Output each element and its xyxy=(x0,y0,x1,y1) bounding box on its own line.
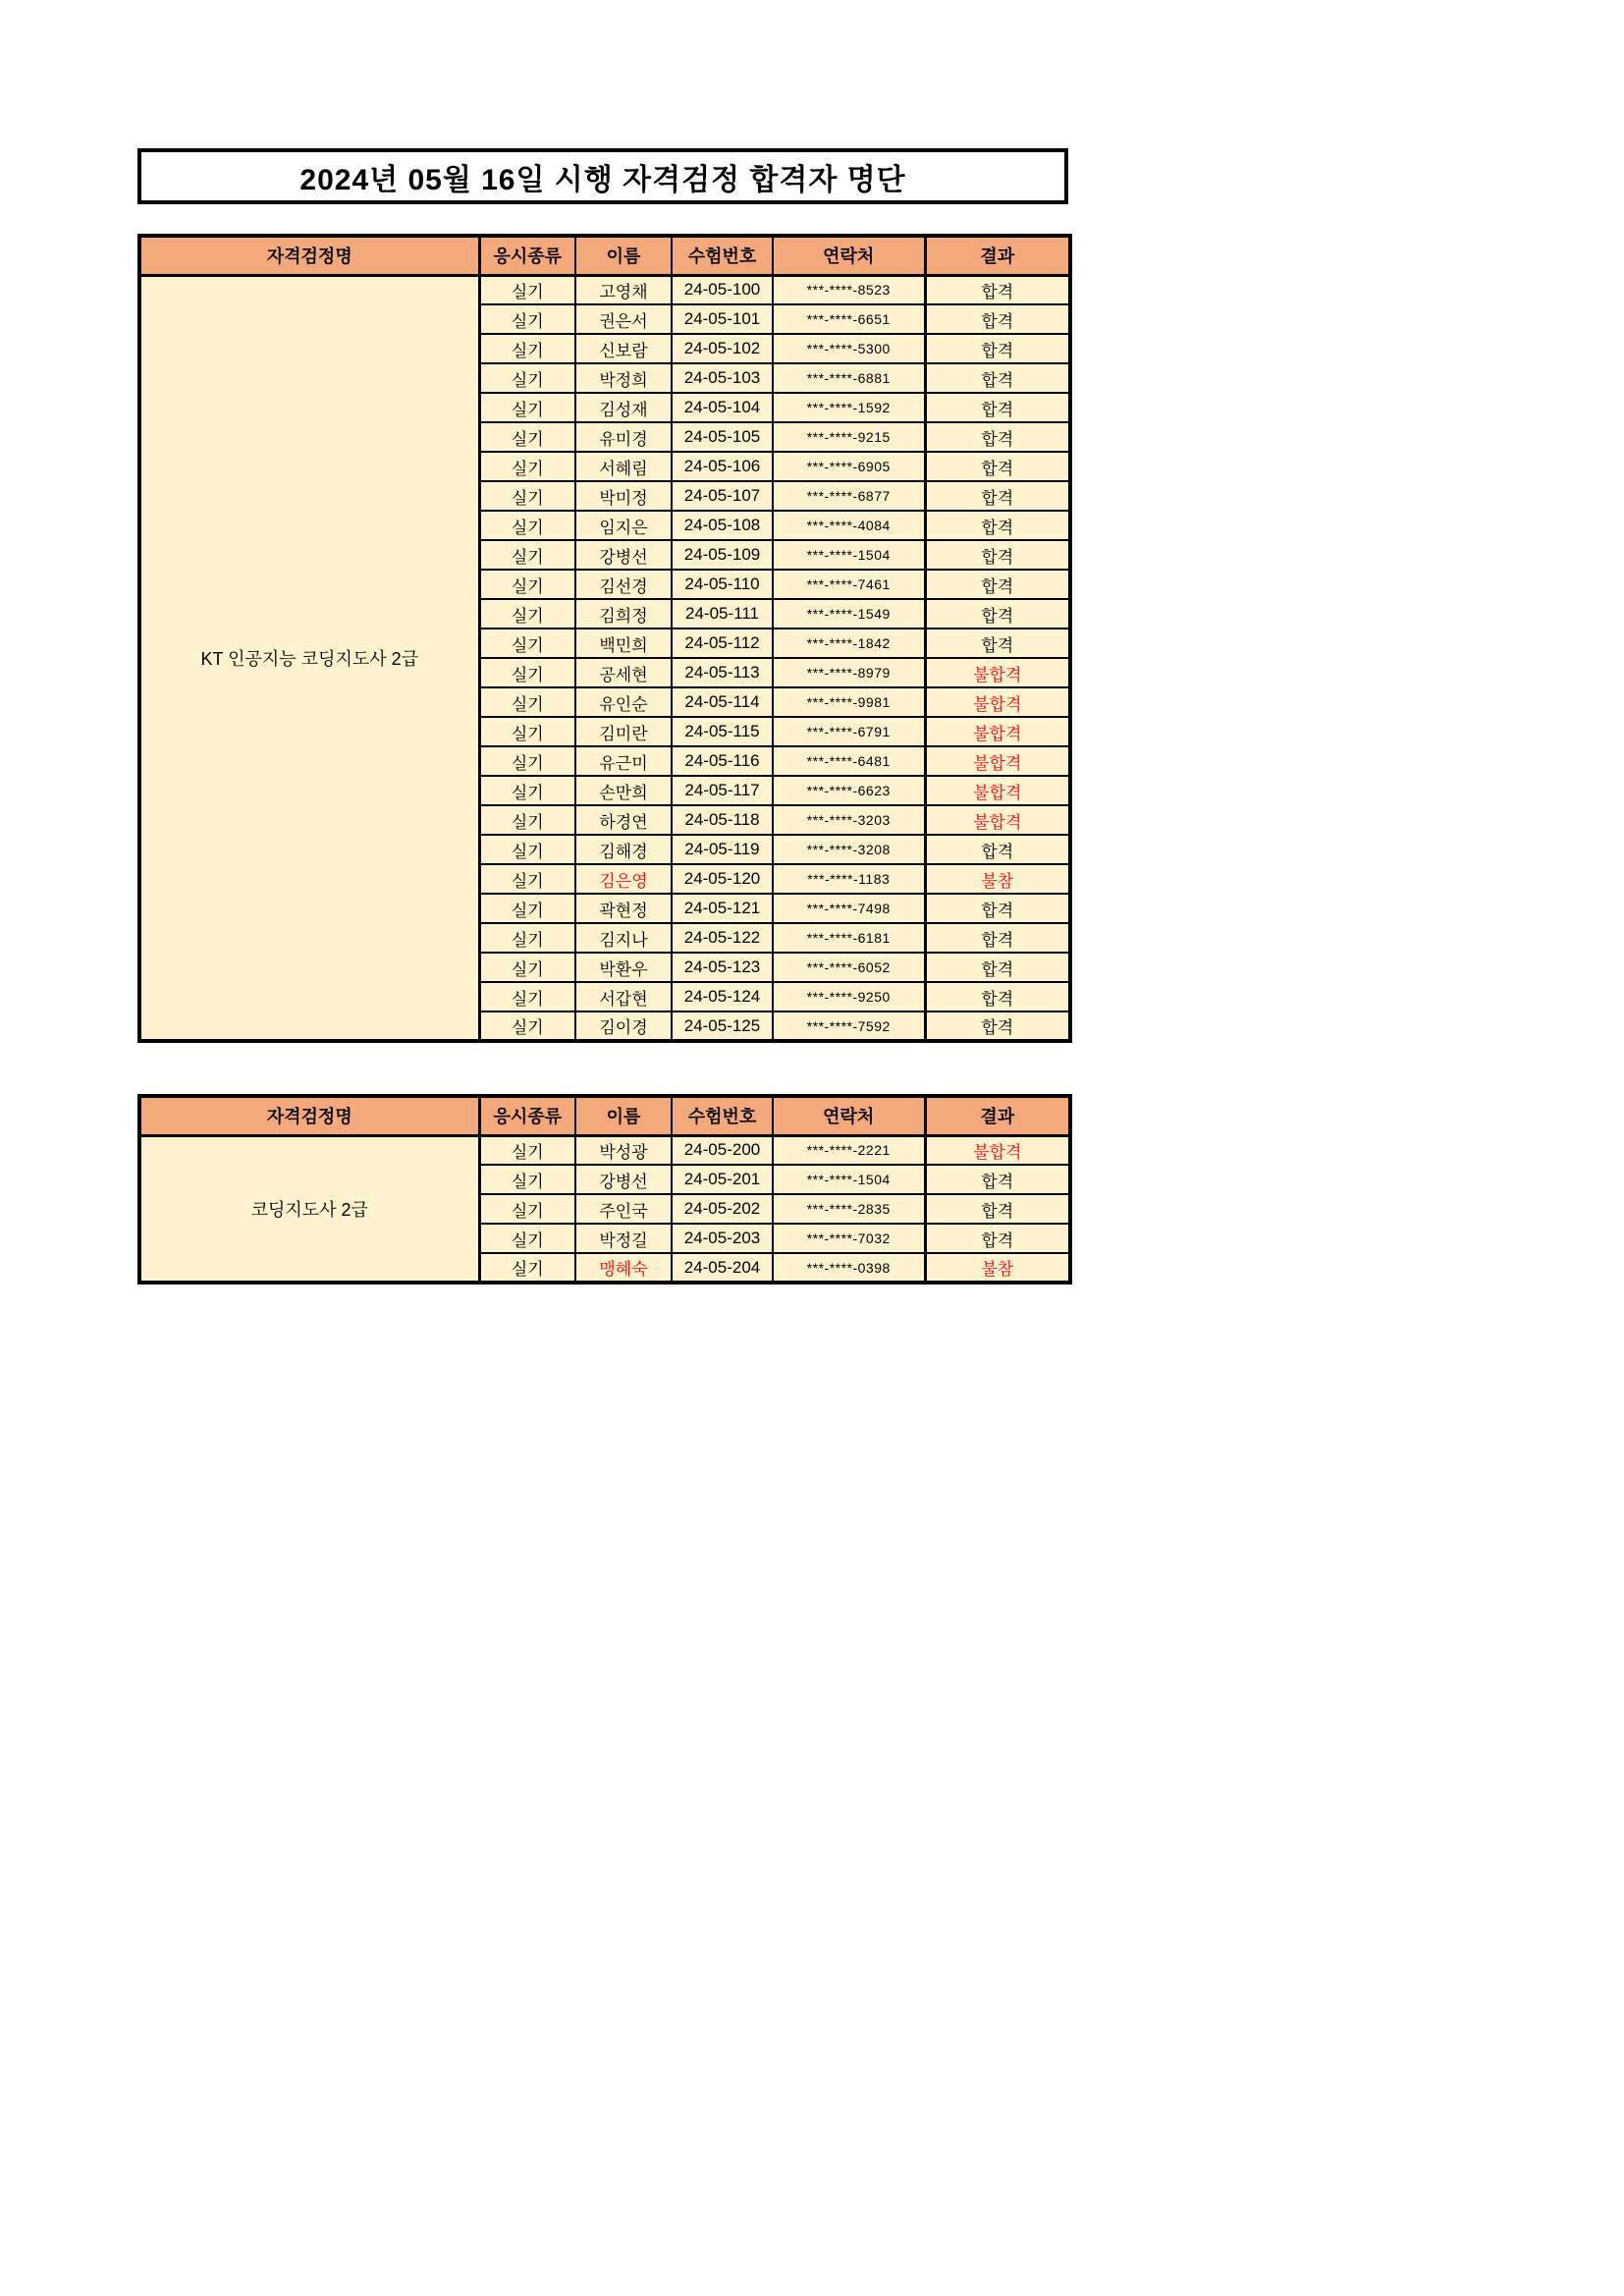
cell-exam-no: 24-05-117 xyxy=(672,776,773,805)
cell-exam-no: 24-05-115 xyxy=(672,717,773,746)
cell-name: 강병선 xyxy=(575,1165,672,1194)
cell-name: 박미정 xyxy=(575,481,672,511)
cell-name: 김해경 xyxy=(575,835,672,864)
cell-name: 박정희 xyxy=(575,363,672,393)
cell-name: 유미경 xyxy=(575,422,672,452)
page-title-box xyxy=(137,148,1068,204)
cell-contact: ***-****-8523 xyxy=(773,275,925,304)
cell-exam-type: 실기 xyxy=(479,363,575,393)
cell-contact: ***-****-9250 xyxy=(773,982,925,1011)
cell-exam-type: 실기 xyxy=(479,275,575,304)
cell-exam-no: 24-05-121 xyxy=(672,894,773,923)
cell-exam-type: 실기 xyxy=(479,1165,575,1194)
sheet xyxy=(137,148,1068,1285)
cell-result: 불참 xyxy=(925,864,1070,894)
cell-contact: ***-****-3203 xyxy=(773,805,925,835)
cell-exam-type: 실기 xyxy=(479,599,575,629)
cell-result: 합격 xyxy=(925,953,1070,982)
cell-exam-type: 실기 xyxy=(479,746,575,776)
cell-contact: ***-****-7498 xyxy=(773,894,925,923)
column-header-5: 결과 xyxy=(925,236,1070,275)
cell-exam-type: 실기 xyxy=(479,953,575,982)
cell-exam-no: 24-05-110 xyxy=(672,570,773,599)
cell-result: 합격 xyxy=(925,304,1070,334)
cell-result: 합격 xyxy=(925,923,1070,953)
cell-name: 손만희 xyxy=(575,776,672,805)
cell-exam-type: 실기 xyxy=(479,776,575,805)
column-header-3: 수험번호 xyxy=(672,1096,773,1135)
cell-result: 합격 xyxy=(925,481,1070,511)
cell-name: 박환우 xyxy=(575,953,672,982)
qualification-name-cell: 코딩지도사 2급 xyxy=(139,1135,479,1283)
column-header-0: 자격검정명 xyxy=(139,1096,479,1135)
cell-result: 합격 xyxy=(925,363,1070,393)
cell-name: 신보람 xyxy=(575,334,672,363)
cell-exam-no: 24-05-113 xyxy=(672,658,773,687)
cell-exam-no: 24-05-105 xyxy=(672,422,773,452)
cell-result: 불합격 xyxy=(925,717,1070,746)
header-row xyxy=(139,1096,1070,1135)
cell-result: 불합격 xyxy=(925,1135,1070,1165)
cell-exam-type: 실기 xyxy=(479,511,575,540)
cell-exam-no: 24-05-122 xyxy=(672,923,773,953)
cell-exam-no: 24-05-201 xyxy=(672,1165,773,1194)
cell-result: 합격 xyxy=(925,393,1070,422)
page-title: 2024년 05월 16일 시행 자격검정 합격자 명단 xyxy=(299,163,906,196)
cell-exam-type: 실기 xyxy=(479,982,575,1011)
cell-contact: ***-****-1842 xyxy=(773,629,925,658)
cell-contact: ***-****-6881 xyxy=(773,363,925,393)
cell-result: 불참 xyxy=(925,1253,1070,1283)
cell-result: 합격 xyxy=(925,275,1070,304)
cell-exam-type: 실기 xyxy=(479,304,575,334)
cell-exam-no: 24-05-200 xyxy=(672,1135,773,1165)
table-row xyxy=(139,275,1070,304)
cell-name: 주인국 xyxy=(575,1194,672,1224)
table-row xyxy=(139,1135,1070,1165)
cell-contact: ***-****-7592 xyxy=(773,1011,925,1041)
cell-exam-type: 실기 xyxy=(479,393,575,422)
cell-result: 불합격 xyxy=(925,746,1070,776)
cell-exam-type: 실기 xyxy=(479,1224,575,1253)
cell-exam-no: 24-05-109 xyxy=(672,540,773,570)
cell-name: 임지은 xyxy=(575,511,672,540)
cell-exam-no: 24-05-112 xyxy=(672,629,773,658)
cell-result: 합격 xyxy=(925,422,1070,452)
cell-name: 유인순 xyxy=(575,687,672,717)
column-header-1: 응시종류 xyxy=(479,236,575,275)
cell-name: 서갑현 xyxy=(575,982,672,1011)
cell-exam-type: 실기 xyxy=(479,658,575,687)
cell-name: 유근미 xyxy=(575,746,672,776)
cell-name: 곽현정 xyxy=(575,894,672,923)
cell-result: 불합격 xyxy=(925,805,1070,835)
cell-exam-no: 24-05-106 xyxy=(672,452,773,481)
cell-result: 불합격 xyxy=(925,776,1070,805)
cell-name: 김미란 xyxy=(575,717,672,746)
cell-exam-no: 24-05-120 xyxy=(672,864,773,894)
cell-exam-no: 24-05-100 xyxy=(672,275,773,304)
cell-contact: ***-****-9215 xyxy=(773,422,925,452)
qualification-name-cell: KT 인공지능 코딩지도사 2급 xyxy=(139,275,479,1041)
cell-result: 합격 xyxy=(925,1194,1070,1224)
cell-exam-type: 실기 xyxy=(479,1253,575,1283)
cell-name: 강병선 xyxy=(575,540,672,570)
cell-contact: ***-****-7032 xyxy=(773,1224,925,1253)
cell-exam-no: 24-05-114 xyxy=(672,687,773,717)
cell-exam-no: 24-05-125 xyxy=(672,1011,773,1041)
cell-exam-no: 24-05-104 xyxy=(672,393,773,422)
cell-result: 불합격 xyxy=(925,658,1070,687)
cell-exam-no: 24-05-102 xyxy=(672,334,773,363)
cell-contact: ***-****-2221 xyxy=(773,1135,925,1165)
cell-exam-type: 실기 xyxy=(479,334,575,363)
header-row xyxy=(139,236,1070,275)
cell-result: 합격 xyxy=(925,334,1070,363)
cell-result: 합격 xyxy=(925,452,1070,481)
cell-exam-type: 실기 xyxy=(479,481,575,511)
cell-contact: ***-****-1549 xyxy=(773,599,925,629)
column-header-5: 결과 xyxy=(925,1096,1070,1135)
cell-name: 김이경 xyxy=(575,1011,672,1041)
cell-exam-no: 24-05-116 xyxy=(672,746,773,776)
cell-exam-no: 24-05-203 xyxy=(672,1224,773,1253)
cell-name: 김지나 xyxy=(575,923,672,953)
column-header-0: 자격검정명 xyxy=(139,236,479,275)
column-header-2: 이름 xyxy=(575,236,672,275)
cell-contact: ***-****-1592 xyxy=(773,393,925,422)
cell-result: 합격 xyxy=(925,1224,1070,1253)
cell-contact: ***-****-6181 xyxy=(773,923,925,953)
column-header-3: 수험번호 xyxy=(672,236,773,275)
cell-name: 공세현 xyxy=(575,658,672,687)
results-table-coding-instructor xyxy=(137,1094,1072,1285)
cell-exam-type: 실기 xyxy=(479,1194,575,1224)
cell-exam-type: 실기 xyxy=(479,687,575,717)
cell-contact: ***-****-6623 xyxy=(773,776,925,805)
cell-name: 박성광 xyxy=(575,1135,672,1165)
cell-exam-type: 실기 xyxy=(479,540,575,570)
cell-name: 박정길 xyxy=(575,1224,672,1253)
cell-contact: ***-****-1504 xyxy=(773,1165,925,1194)
cell-result: 합격 xyxy=(925,1011,1070,1041)
results-table-kt-ai-coding-instructor xyxy=(137,234,1072,1043)
cell-contact: ***-****-6481 xyxy=(773,746,925,776)
cell-exam-no: 24-05-107 xyxy=(672,481,773,511)
cell-exam-type: 실기 xyxy=(479,864,575,894)
cell-contact: ***-****-2835 xyxy=(773,1194,925,1224)
cell-exam-no: 24-05-204 xyxy=(672,1253,773,1283)
cell-contact: ***-****-8979 xyxy=(773,658,925,687)
cell-result: 합격 xyxy=(925,894,1070,923)
cell-exam-type: 실기 xyxy=(479,570,575,599)
cell-exam-type: 실기 xyxy=(479,1135,575,1165)
cell-contact: ***-****-1183 xyxy=(773,864,925,894)
column-header-4: 연락처 xyxy=(773,236,925,275)
cell-exam-no: 24-05-119 xyxy=(672,835,773,864)
cell-name: 맹혜숙 xyxy=(575,1253,672,1283)
cell-name: 고영채 xyxy=(575,275,672,304)
column-header-2: 이름 xyxy=(575,1096,672,1135)
cell-exam-no: 24-05-103 xyxy=(672,363,773,393)
cell-name: 권은서 xyxy=(575,304,672,334)
cell-exam-no: 24-05-118 xyxy=(672,805,773,835)
column-header-1: 응시종류 xyxy=(479,1096,575,1135)
cell-exam-type: 실기 xyxy=(479,629,575,658)
cell-exam-no: 24-05-111 xyxy=(672,599,773,629)
cell-exam-type: 실기 xyxy=(479,422,575,452)
cell-result: 합격 xyxy=(925,511,1070,540)
cell-result: 합격 xyxy=(925,982,1070,1011)
cell-contact: ***-****-7461 xyxy=(773,570,925,599)
cell-name: 하경연 xyxy=(575,805,672,835)
cell-name: 김은영 xyxy=(575,864,672,894)
cell-result: 합격 xyxy=(925,835,1070,864)
cell-contact: ***-****-0398 xyxy=(773,1253,925,1283)
cell-name: 백민희 xyxy=(575,629,672,658)
cell-name: 김희정 xyxy=(575,599,672,629)
cell-name: 김성재 xyxy=(575,393,672,422)
cell-exam-type: 실기 xyxy=(479,805,575,835)
cell-result: 합격 xyxy=(925,599,1070,629)
cell-contact: ***-****-6791 xyxy=(773,717,925,746)
cell-result: 합격 xyxy=(925,540,1070,570)
cell-result: 불합격 xyxy=(925,687,1070,717)
cell-exam-type: 실기 xyxy=(479,717,575,746)
cell-contact: ***-****-1504 xyxy=(773,540,925,570)
cell-name: 서혜림 xyxy=(575,452,672,481)
cell-exam-type: 실기 xyxy=(479,835,575,864)
cell-exam-type: 실기 xyxy=(479,452,575,481)
cell-contact: ***-****-3208 xyxy=(773,835,925,864)
cell-exam-no: 24-05-124 xyxy=(672,982,773,1011)
cell-contact: ***-****-6651 xyxy=(773,304,925,334)
cell-result: 합격 xyxy=(925,570,1070,599)
cell-exam-no: 24-05-108 xyxy=(672,511,773,540)
cell-contact: ***-****-6905 xyxy=(773,452,925,481)
cell-exam-no: 24-05-123 xyxy=(672,953,773,982)
cell-name: 김선경 xyxy=(575,570,672,599)
column-header-4: 연락처 xyxy=(773,1096,925,1135)
cell-contact: ***-****-5300 xyxy=(773,334,925,363)
cell-exam-type: 실기 xyxy=(479,1011,575,1041)
cell-contact: ***-****-6052 xyxy=(773,953,925,982)
cell-result: 합격 xyxy=(925,1165,1070,1194)
cell-result: 합격 xyxy=(925,629,1070,658)
cell-contact: ***-****-4084 xyxy=(773,511,925,540)
cell-contact: ***-****-9981 xyxy=(773,687,925,717)
cell-exam-type: 실기 xyxy=(479,923,575,953)
cell-exam-no: 24-05-202 xyxy=(672,1194,773,1224)
cell-exam-type: 실기 xyxy=(479,894,575,923)
cell-contact: ***-****-6877 xyxy=(773,481,925,511)
cell-exam-no: 24-05-101 xyxy=(672,304,773,334)
